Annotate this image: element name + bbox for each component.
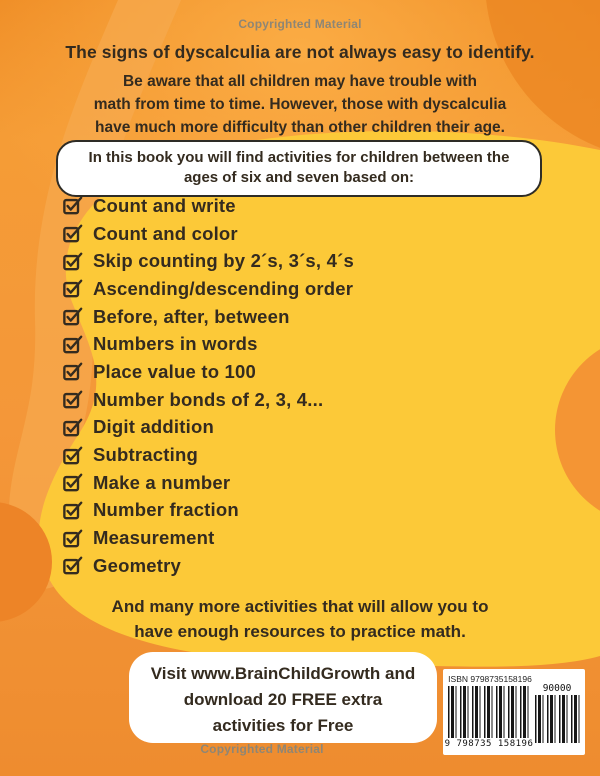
checked-checkbox-icon (63, 529, 83, 548)
isbn-digits: 9 798735 158196 (444, 739, 534, 749)
checklist-item (63, 386, 354, 414)
checklist-item (63, 469, 354, 497)
checklist-item-label: Digit addition (93, 416, 214, 438)
info-box (56, 140, 542, 197)
intro-line-2: math from time to time. However, those with dyscalculia (93, 96, 507, 113)
checked-checkbox-icon (63, 224, 83, 243)
checklist-item-label: Place value to 100 (93, 360, 256, 382)
isbn-barcode (448, 686, 531, 738)
checklist-item (63, 330, 354, 358)
checklist-item (63, 220, 354, 248)
more-line-2: have enough resources to practice math. (134, 622, 466, 641)
checklist-item (63, 275, 354, 303)
visit-line-1: Visit www.BrainChildGrowth and (150, 664, 416, 683)
checked-checkbox-icon (63, 362, 83, 381)
checklist-item-label: Number fraction (93, 499, 239, 521)
checked-checkbox-icon (63, 390, 83, 409)
checklist-item (63, 358, 354, 386)
info-box-line-1: In this book you will find activities for children between the (88, 149, 510, 166)
checklist-item-label: Count and write (93, 194, 236, 216)
isbn-label: ISBN 9798735158196 (448, 674, 532, 684)
checked-checkbox-icon (63, 556, 83, 575)
checked-checkbox-icon (63, 252, 83, 271)
checked-checkbox-icon (63, 196, 83, 215)
more-line-1: And many more activities that will allow you to (111, 597, 489, 616)
checklist-item (63, 524, 354, 552)
intro-paragraph (0, 70, 600, 139)
copyright-watermark-top: Copyrighted Material (238, 17, 362, 31)
checklist-item (63, 552, 354, 580)
checklist-item-label: Count and color (93, 222, 238, 244)
copyright-watermark-bottom: Copyrighted Material (200, 742, 324, 756)
checklist-item (63, 303, 354, 331)
price-barcode (535, 695, 581, 743)
checklist-item-label: Make a number (93, 471, 231, 493)
checklist-item-label: Subtracting (93, 444, 198, 466)
more-activities-text (0, 594, 600, 644)
activities-checklist (63, 192, 354, 580)
checklist-item (63, 247, 354, 275)
checklist-item-label: Measurement (93, 527, 215, 549)
visit-line-2: download 20 FREE extra (183, 690, 383, 709)
checked-checkbox-icon (63, 307, 83, 326)
checklist-item-label: Before, after, between (93, 305, 290, 327)
intro-line-1: Be aware that all children may have trouble with (122, 73, 478, 90)
checklist-item (63, 441, 354, 469)
checklist-item-label: Skip counting by 2´s, 3´s, 4´s (93, 250, 354, 272)
checklist-item (63, 497, 354, 525)
checked-checkbox-icon (63, 335, 83, 354)
info-box-line-2: ages of six and seven based on: (183, 169, 415, 186)
checklist-item (63, 414, 354, 442)
headline: The signs of dyscalculia are not always easy to identify. (65, 42, 535, 62)
checked-checkbox-icon (63, 473, 83, 492)
visit-promo-box (129, 652, 437, 743)
checklist-item-label: Ascending/descending order (93, 277, 354, 299)
checked-checkbox-icon (63, 279, 83, 298)
price-code-label: 90000 (542, 683, 572, 694)
checked-checkbox-icon (63, 446, 83, 465)
checklist-item-label: Number bonds of 2, 3, 4... (93, 388, 324, 410)
checked-checkbox-icon (63, 418, 83, 437)
intro-line-3: have much more difficulty than other children their age. (95, 119, 505, 136)
checklist-item-label: Geometry (93, 554, 181, 576)
checklist-item (63, 192, 354, 220)
checklist-item-label: Numbers in words (93, 333, 258, 355)
checked-checkbox-icon (63, 501, 83, 520)
visit-line-3: activities for Free (212, 716, 354, 735)
